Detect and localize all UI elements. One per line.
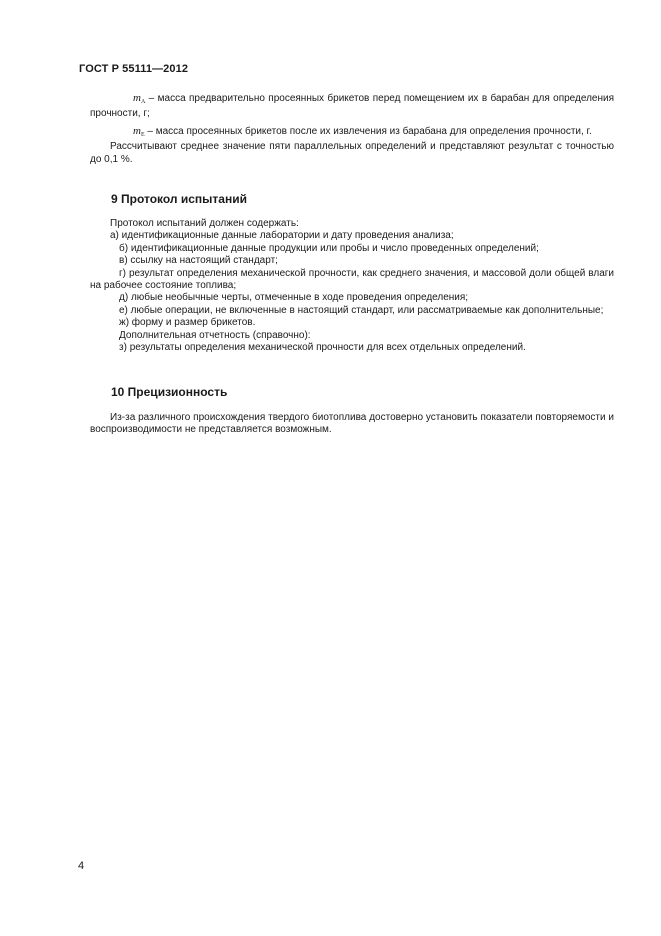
variable-mA: $m_A$ xyxy=(133,92,146,105)
section-9-body xyxy=(90,218,614,354)
protocol-item-f: е) любые операции, не включенные в настоящий стандарт, или рассматриваемые как дополнительные; xyxy=(119,304,604,316)
standard-header: ГОСТ Р 55111—2012 xyxy=(79,63,189,75)
formula-explanation xyxy=(90,92,614,166)
variable-mE-definition: $m_E$ – масса просеянных брикетов после их извлечения из барабана для определения прочности, г. xyxy=(133,124,592,138)
protocol-item-e: д) любые необычные черты, отмеченные в ходе проведения определения; xyxy=(119,292,469,304)
average-paragraph: Рассчитывают среднее значение пяти параллельных определений и представляют результат с точностью до 0,1 %. xyxy=(90,141,614,165)
protocol-item-a: а) идентификационные данные лаборатории и дату проведения анализа; xyxy=(110,230,454,242)
page-number: 4 xyxy=(78,860,85,872)
section-10-heading: 10 Прецизионность xyxy=(111,385,228,399)
variable-mE: $m_E$ xyxy=(133,124,145,138)
protocol-item-h: з) результаты определения механической прочности для всех отдельных определений. xyxy=(119,342,526,354)
protocol-item-b: б) идентификационные данные продукции или пробы и число проведенных определений; xyxy=(119,242,539,254)
variable-mA-definition: $m_A$ – масса предварительно просеянных брикетов перед помещением их в барабан для определения прочности, г; xyxy=(90,92,614,120)
protocol-lead: Протокол испытаний должен содержать: xyxy=(110,218,299,229)
protocol-item-d: г) результат определения механической прочности, как среднего значения, и массовой доли общей влаги на рабочее состояние топлива; xyxy=(90,267,614,292)
section-10-body xyxy=(90,412,614,437)
protocol-item-c: в) ссылку на настоящий стандарт; xyxy=(119,255,278,267)
section-9-heading: 9 Протокол испытаний xyxy=(111,192,247,206)
precision-paragraph: Из-за различного происхождения твердого биотоплива достоверно установить показатели повторяемости и воспроизводимости не представляется возможным. xyxy=(90,412,614,436)
protocol-extra-label: Дополнительная отчетность (справочно): xyxy=(119,329,311,341)
protocol-item-g: ж) форму и размер брикетов. xyxy=(119,317,256,329)
